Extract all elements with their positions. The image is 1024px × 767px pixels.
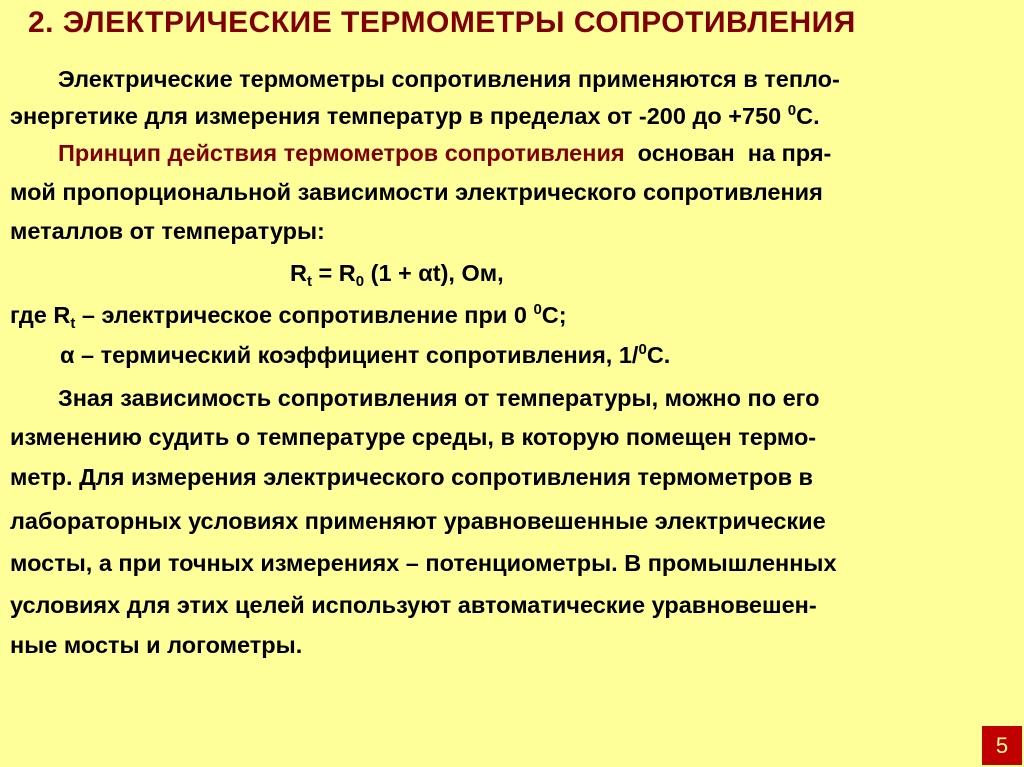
paragraph-3-line-6: условиях для этих целей используют автоматические уравновешен-	[10, 592, 817, 618]
formula	[290, 258, 504, 288]
text: α – термический коэффициент сопротивления, 1/	[60, 342, 639, 368]
paragraph-3-line-1: Зная зависимость сопротивления от температуры, можно по его	[58, 385, 820, 411]
text: С.	[646, 342, 671, 368]
paragraph-1-line-2	[10, 101, 820, 131]
subscript: 0	[355, 273, 365, 290]
text: С.	[796, 103, 820, 129]
text: (1 + αt), Ом,	[364, 260, 504, 286]
where-line	[10, 300, 567, 330]
paragraph-3-line-5: мосты, а при точных измерениях – потенциометры. В промышленных	[10, 550, 837, 576]
paragraph-3-line-7: ные мосты и логометры.	[10, 632, 303, 658]
slide-title: 2. ЭЛЕКТРИЧЕСКИЕ ТЕРМОМЕТРЫ СОПРОТИВЛЕНИЯ	[28, 6, 856, 39]
paragraph-1-line-1: Электрические термометры сопротивления применяются в тепло-	[58, 66, 840, 92]
subscript: t	[70, 315, 76, 332]
text: где R	[10, 302, 71, 328]
text: R	[290, 260, 307, 286]
page-number-badge: 5	[982, 726, 1022, 765]
superscript: 0	[533, 301, 542, 318]
text: – электрическое сопротивление при 0	[75, 302, 534, 328]
text: энергетике для измерения температур в пределах от -200 до +750	[10, 103, 788, 129]
superscript: 0	[638, 341, 647, 358]
paragraph-3-line-2: изменению судить о температуре среды, в которую помещен термо-	[10, 424, 817, 450]
principle-highlight: Принцип действия термометров сопротивления	[58, 140, 625, 166]
superscript: 0	[787, 102, 797, 119]
text: = R	[311, 260, 356, 286]
paragraph-3-line-3: метр. Для измерения электрического сопротивления термометров в	[10, 464, 814, 490]
paragraph-3-line-4: лабораторных условиях применяют уравновешенные электрические	[10, 508, 826, 534]
paragraph-2-line-2: мой пропорциональной зависимости электрического сопротивления	[10, 179, 823, 205]
alpha-line	[60, 340, 670, 370]
text: С;	[541, 302, 567, 328]
text: основан на пря-	[624, 140, 832, 166]
paragraph-2-line-3: металлов от температуры:	[10, 218, 325, 244]
subscript: t	[306, 273, 312, 290]
paragraph-2-line-1	[58, 138, 831, 168]
